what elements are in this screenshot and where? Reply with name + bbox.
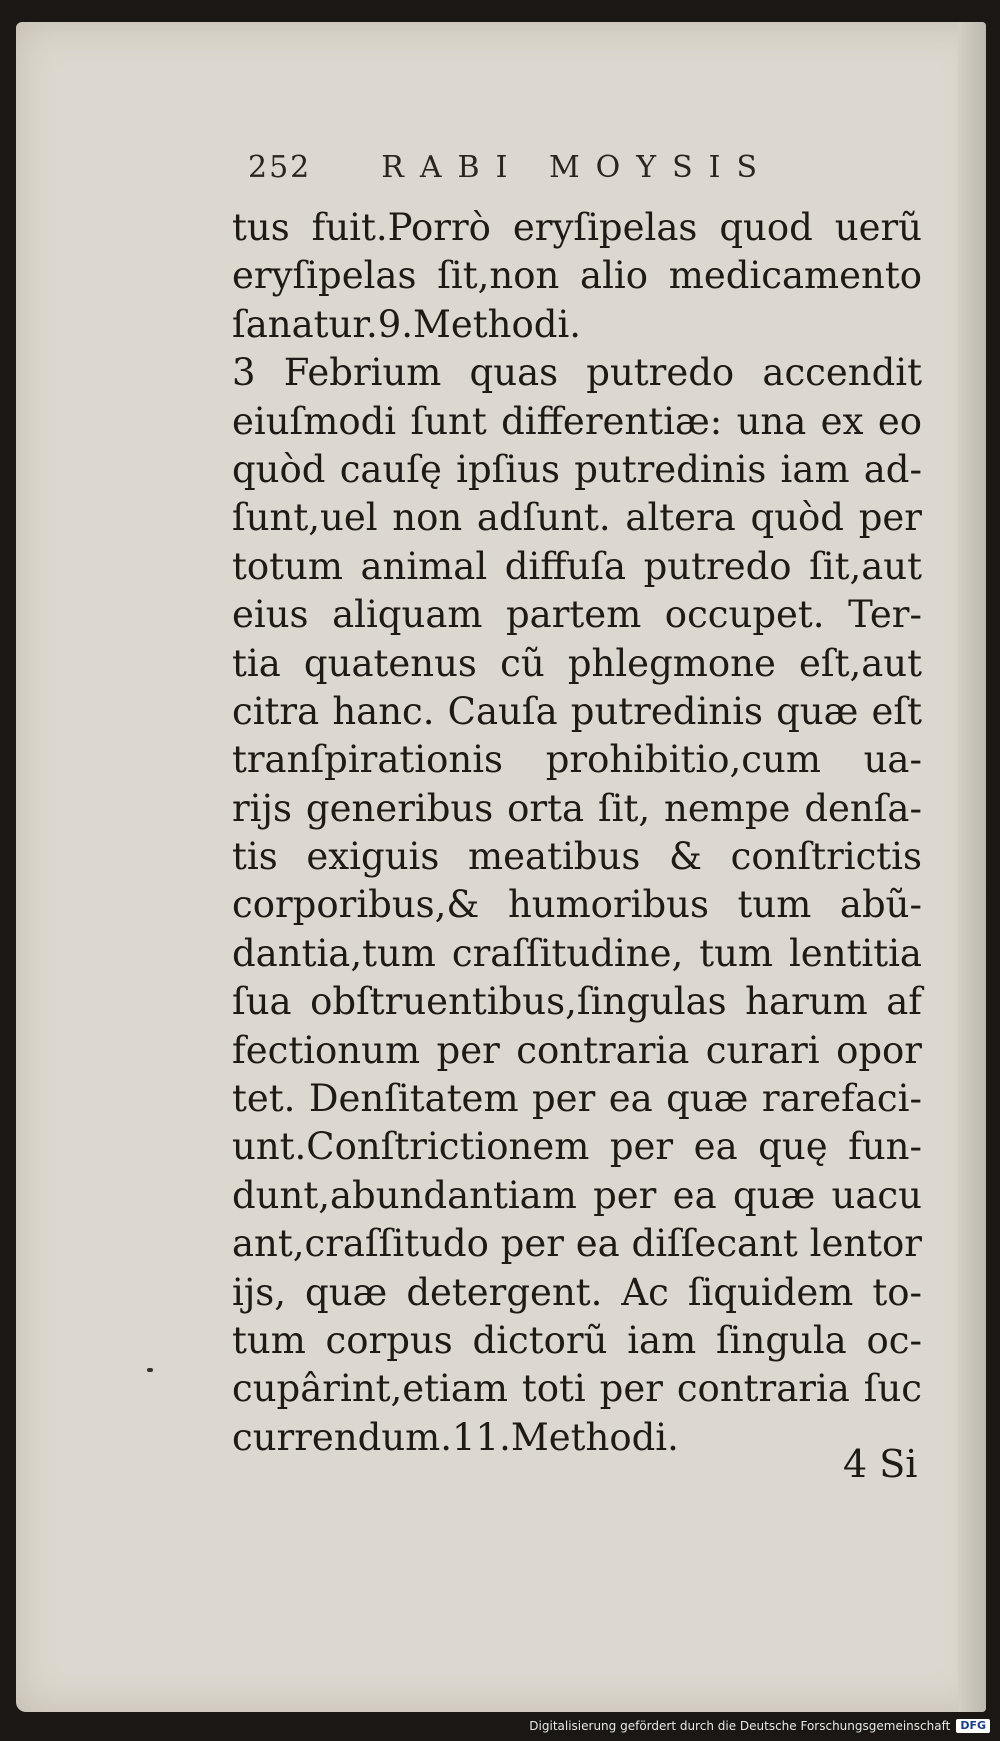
digitization-credit: [529, 1719, 990, 1733]
text-line: currendum.11.Methodi.: [232, 1415, 679, 1459]
text-line: tranſpirationis prohibitio,cum ua-: [232, 738, 922, 782]
text-line: 3 Febrium quas putredo accendit: [232, 351, 922, 395]
text-line: ſua obſtruentibus,ſingulas harum af: [232, 980, 922, 1024]
text-line: ijs, quæ detergent. Ac ſiquidem to-: [232, 1270, 922, 1314]
text-line: tum corpus dictorũ iam ſingula oc-: [232, 1318, 922, 1362]
page-edge: [958, 22, 986, 1712]
text-line: unt.Conſtrictionem per ea quę fun-: [232, 1125, 922, 1169]
text-line: tus fuit.Porrò eryſipelas quod uerũ: [232, 206, 922, 249]
text-line: eiuſmodi ſunt differentiæ: una ex eo: [232, 399, 922, 443]
margin-mark: [147, 1368, 153, 1372]
text-line: corporibus,& humoribus tum abũ-: [232, 883, 922, 927]
text-line: totum animal diffuſa putredo ſit,aut: [232, 544, 922, 588]
running-title: RABI MOYSIS: [381, 150, 774, 185]
text-line: quòd cauſę ipſius putredinis iam ad-: [232, 447, 922, 491]
text-line: ſanatur.9.Methodi.: [232, 302, 582, 346]
text-line: tia quatenus cũ phlegmone eſt,aut: [232, 641, 922, 685]
text-line: ant,craſſitudo per ea diſſecant lentor: [232, 1222, 922, 1266]
text-line: rijs generibus orta ſit, nempe denſa-: [232, 786, 922, 830]
catchword: 4 Si: [843, 1442, 918, 1486]
credit-text: Digitalisierung gefördert durch die Deutsche Forschungsgemeinschaft: [529, 1719, 951, 1733]
page-number: 252: [248, 150, 312, 185]
text-line: tet. Denſitatem per ea quæ rarefaci-: [232, 1077, 922, 1121]
text-line: tis exiguis meatibus & conſtrictis: [232, 835, 922, 879]
text-line: eryſipelas ſit,non alio medicamento: [232, 254, 922, 298]
page-header: [248, 150, 808, 185]
text-line: citra hanc. Cauſa putredinis quæ eſt: [232, 689, 922, 733]
text-line: ſunt,uel non adſunt. altera quòd per: [232, 496, 922, 540]
dfg-logo-icon: DFG: [956, 1719, 990, 1733]
text-line: dunt,abundantiam per ea quæ uacu: [232, 1173, 922, 1217]
text-line: cupârint,etiam toti per contraria ſuc: [232, 1367, 922, 1411]
body-text: [232, 204, 922, 1462]
text-line: dantia,tum craſſitudine, tum lentitia: [232, 931, 922, 975]
text-line: eius aliquam partem occupet. Ter-: [232, 593, 922, 637]
text-line: fectionum per contraria curari opor: [232, 1028, 922, 1072]
